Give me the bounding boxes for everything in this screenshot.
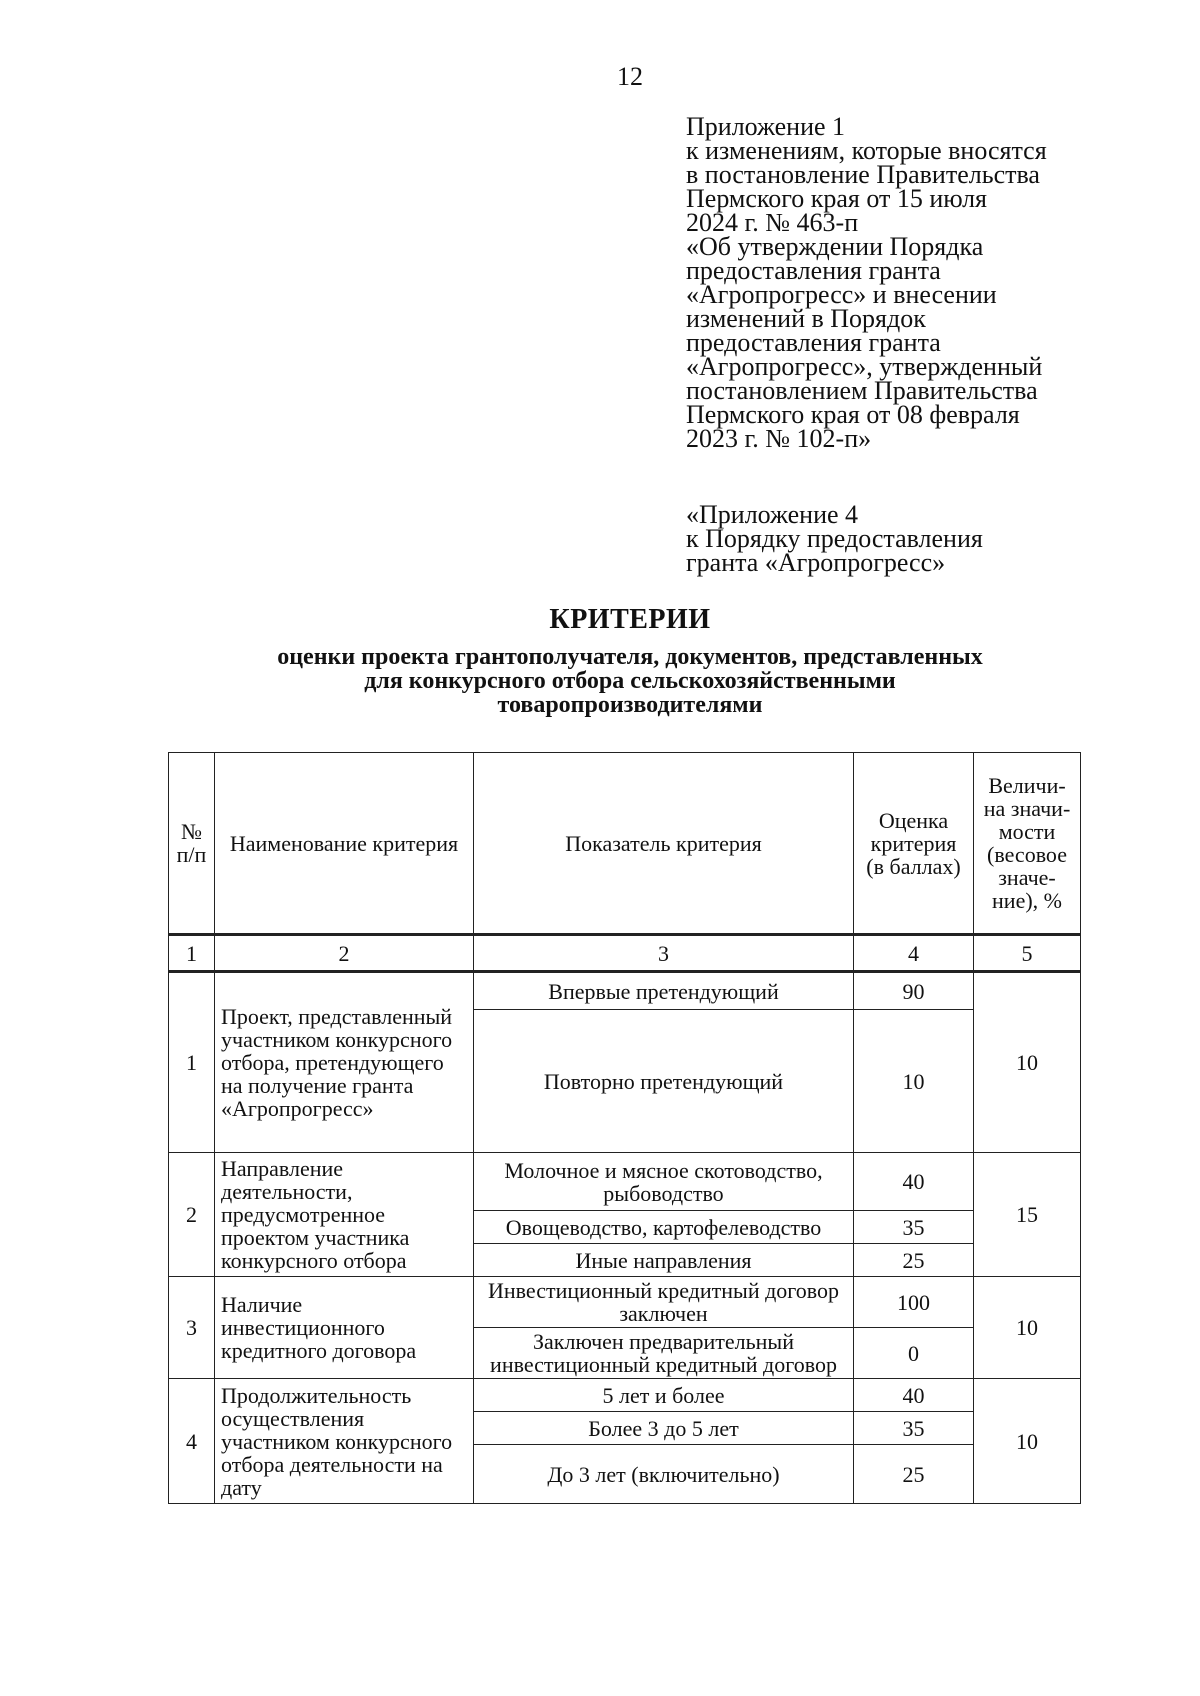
indicator: Иные направления: [474, 1244, 854, 1277]
appendix-1-line: 2024 г. № 463-п: [686, 208, 859, 237]
table-header-row: [169, 753, 1081, 934]
indicator: Молочное и мясное скотоводство, рыбоводство: [474, 1153, 854, 1211]
column-number-row: [169, 934, 1081, 971]
weight: 10: [974, 971, 1081, 1153]
column-number: 2: [215, 934, 474, 971]
header-score: Оценка критерия (в баллах): [854, 753, 974, 934]
score: 100: [854, 1277, 974, 1328]
criterion-number: 3: [169, 1277, 215, 1379]
score: 90: [854, 971, 974, 1010]
appendix-1-line: предоставления гранта: [686, 256, 941, 285]
appendix-1-line: «Об утверждении Порядка: [686, 232, 984, 261]
score: 25: [854, 1244, 974, 1277]
score: 10: [854, 1010, 974, 1153]
criterion-name: Наличие инвестиционного кредитного договора: [215, 1277, 474, 1379]
score: 35: [854, 1211, 974, 1244]
criterion-number: 1: [169, 971, 215, 1153]
document-subtitle: [150, 645, 1110, 717]
weight: 10: [974, 1379, 1081, 1504]
header-name: Наименование критерия: [215, 753, 474, 934]
appendix-1-line: 2023 г. № 102-п»: [686, 424, 872, 453]
criterion-name: Продолжительность осуществления участником конкурсного отбора деятельности на дату: [215, 1379, 474, 1504]
score: 35: [854, 1412, 974, 1445]
header-num: № п/п: [169, 753, 215, 934]
appendix-1-line: Пермского края от 08 февраля: [686, 400, 1020, 429]
indicator: Впервые претендующий: [474, 971, 854, 1010]
header-weight: Величи-на значи-мости (весовое значе-ние), %: [974, 753, 1081, 934]
column-number: 5: [974, 934, 1081, 971]
score: 25: [854, 1445, 974, 1504]
column-number: 3: [474, 934, 854, 971]
appendix-4-line: гранта «Агропрогресс»: [686, 548, 946, 577]
score: 40: [854, 1153, 974, 1211]
criterion-number: 2: [169, 1153, 215, 1277]
weight: 10: [974, 1277, 1081, 1379]
table-row: [169, 971, 1081, 1010]
indicator: Инвестиционный кредитный договор заключен: [474, 1277, 854, 1328]
appendix-1-line: к изменениям, которые вносятся: [686, 136, 1047, 165]
appendix-1-line: постановлением Правительства: [686, 376, 1038, 405]
criterion-number: 4: [169, 1379, 215, 1504]
indicator: 5 лет и более: [474, 1379, 854, 1412]
appendix-4-line: к Порядку предоставления: [686, 524, 983, 553]
appendix-4-line: «Приложение 4: [686, 500, 859, 529]
weight: 15: [974, 1153, 1081, 1277]
appendix-1-line: «Агропрогресс» и внесении: [686, 280, 997, 309]
score: 40: [854, 1379, 974, 1412]
criterion-name: Направление деятельности, предусмотренное проектом участника конкурсного отбора: [215, 1153, 474, 1277]
table-row: [169, 1153, 1081, 1211]
document-title: КРИТЕРИИ: [549, 604, 711, 635]
indicator: Овощеводство, картофелеводство: [474, 1211, 854, 1244]
appendix-1-line: «Агропрогресс», утвержденный: [686, 352, 1043, 381]
appendix-1-line: изменений в Порядок: [686, 304, 926, 333]
subtitle-line: для конкурсного отбора сельскохозяйственными: [364, 668, 896, 694]
header-indicator: Показатель критерия: [474, 753, 854, 934]
indicator: Повторно претендующий: [474, 1010, 854, 1153]
appendix-1-block: [686, 112, 1156, 453]
subtitle-line: товаропроизводителями: [497, 692, 763, 718]
column-number: 1: [169, 934, 215, 971]
appendix-1-line: Приложение 1: [686, 112, 846, 141]
appendix-4-block: [686, 500, 1156, 577]
table-row: [169, 1379, 1081, 1412]
page-number: 12: [617, 62, 643, 91]
table-row: [169, 1277, 1081, 1328]
criterion-name: Проект, представленный участником конкурсного отбора, претендующего на получение гранта «Агропрогресс»: [215, 971, 474, 1153]
indicator: Заключен предварительный инвестиционный кредитный договор: [474, 1328, 854, 1379]
score: 0: [854, 1328, 974, 1379]
column-number: 4: [854, 934, 974, 971]
indicator: Более 3 до 5 лет: [474, 1412, 854, 1445]
criteria-table: [168, 752, 1081, 1504]
indicator: До 3 лет (включительно): [474, 1445, 854, 1504]
appendix-1-line: в постановление Правительства: [686, 160, 1040, 189]
subtitle-line: оценки проекта грантополучателя, документов, представленных: [277, 644, 983, 670]
appendix-1-line: предоставления гранта: [686, 328, 941, 357]
appendix-1-line: Пермского края от 15 июля: [686, 184, 988, 213]
